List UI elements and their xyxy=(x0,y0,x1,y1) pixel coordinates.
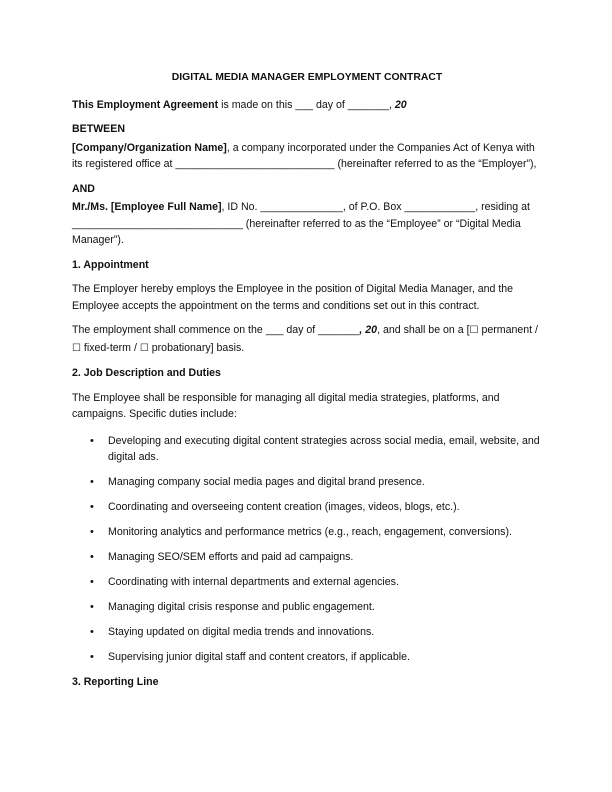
intro-label: This Employment Agreement xyxy=(72,98,219,111)
employee-text: , ID No. ______________, of P.O. Box ____________, residing at _____________________________ (hereinafter referred to as the “Employee” or “Digital Media Manager”). xyxy=(72,201,530,246)
list-item: • Developing and executing digital content strategies across social media, email, website, and digital ads. xyxy=(72,433,542,466)
and-heading: AND xyxy=(72,182,95,195)
intro-year: 20 xyxy=(394,98,407,111)
list-item: • Coordinating and overseeing content creation (images, videos, blogs, etc.). xyxy=(72,499,542,516)
document-title: DIGITAL MEDIA MANAGER EMPLOYMENT CONTRACT xyxy=(171,72,443,83)
commencement-basis: , and shall be on a [ xyxy=(377,324,470,336)
duties-list xyxy=(72,433,542,666)
company-name: [Company/Organization Name] xyxy=(72,141,227,154)
intro-text: is made on this ___ day of _______, xyxy=(218,98,395,111)
list-item: • Coordinating with internal departments and external agencies. xyxy=(72,574,542,591)
section-2-heading: 2. Job Description and Duties xyxy=(72,367,221,379)
employee-paragraph xyxy=(72,199,542,249)
option-probationary: probationary] basis. xyxy=(148,341,245,354)
commencement-year: , 20 xyxy=(359,324,378,336)
list-item: • Managing digital crisis response and public engagement. xyxy=(72,599,542,616)
commencement-text: The employment shall commence on the ___ day of _______ xyxy=(72,324,360,336)
employee-name: Mr./Ms. [Employee Full Name] xyxy=(72,201,222,213)
option-fixed-term: fixed-term / xyxy=(80,341,140,354)
checkbox-permanent-icon[interactable]: ☐ xyxy=(469,325,479,336)
commencement-paragraph xyxy=(72,322,542,357)
employer-paragraph xyxy=(72,140,542,173)
list-item: • Staying updated on digital media trends and innovations. xyxy=(72,624,542,641)
company-text: , a company incorporated under the Companies Act of Kenya with its registered office at ___________________________ (hereinafter referred to as the “Employer”), xyxy=(72,141,537,170)
between-heading: BETWEEN xyxy=(72,123,125,135)
section-3-heading: 3. Reporting Line xyxy=(72,676,159,688)
list-item: • Managing company social media pages and digital brand presence. xyxy=(72,474,542,491)
intro-paragraph xyxy=(72,97,542,114)
list-item: • Monitoring analytics and performance metrics (e.g., reach, engagement, conversions). xyxy=(72,524,542,541)
checkbox-fixed-term-icon[interactable]: ☐ xyxy=(72,342,81,354)
list-item: • Supervising junior digital staff and content creators, if applicable. xyxy=(72,649,542,666)
option-permanent: permanent / xyxy=(478,324,538,336)
checkbox-probationary-icon[interactable]: ☐ xyxy=(139,342,149,354)
appointment-paragraph: The Employer hereby employs the Employee in the position of Digital Media Manager, and the Employee accepts the appointment on the terms and conditions set out in this contract. xyxy=(72,283,514,312)
duties-intro: The Employee shall be responsible for managing all digital media strategies, platforms, and campaigns. Specific duties include: xyxy=(72,391,500,420)
list-item: • Managing SEO/SEM efforts and paid ad campaigns. xyxy=(72,549,542,566)
document-body xyxy=(72,70,542,699)
section-1-heading: 1. Appointment xyxy=(72,258,149,271)
